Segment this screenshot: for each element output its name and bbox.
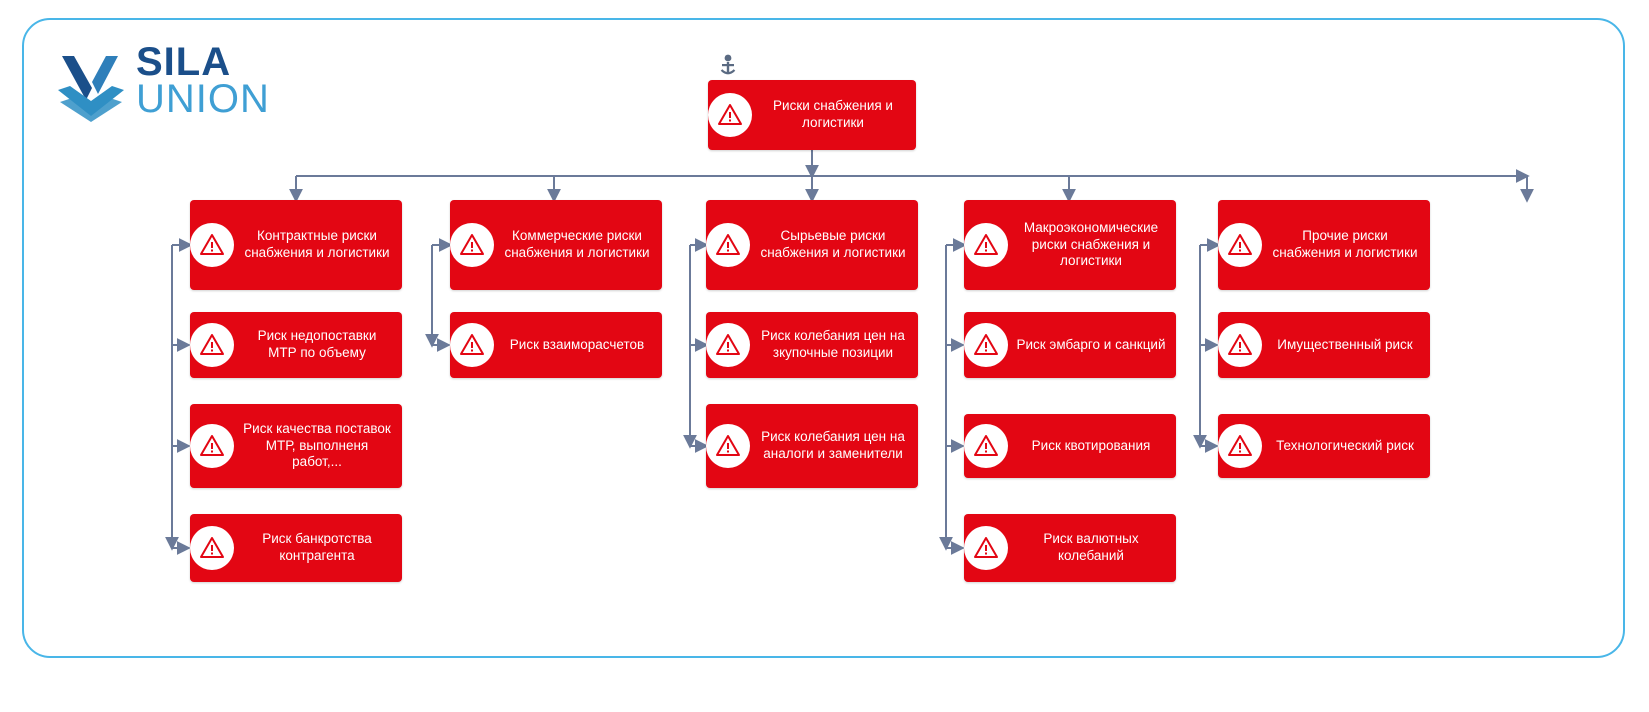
node-branch-3-child-2[interactable] <box>706 404 918 488</box>
warning-triangle-icon <box>1218 424 1262 468</box>
node-label: Риск недопоставки МТР по объему <box>257 328 377 360</box>
node-branch-4[interactable] <box>964 200 1176 290</box>
logo-text-line1: SILA <box>136 40 232 84</box>
node-branch-4-child-2[interactable] <box>964 414 1176 478</box>
warning-triangle-icon <box>450 323 494 367</box>
warning-triangle-icon <box>190 323 234 367</box>
node-label: Риск квотирования <box>1031 437 1151 453</box>
warning-triangle-icon <box>1218 223 1262 267</box>
node-branch-4-child-1[interactable] <box>964 312 1176 378</box>
node-label: Макроэкономические риски снабжения и логистики <box>1023 219 1159 269</box>
warning-triangle-icon <box>706 424 750 468</box>
node-label: Сырьевые риски снабжения и логистики <box>760 228 906 260</box>
node-label: Риск колебания цен на зкупочные позиции <box>761 328 905 360</box>
warning-triangle-icon <box>964 526 1008 570</box>
logo-text <box>136 40 270 121</box>
sila-trident-logo-icon <box>52 46 130 124</box>
node-label: Имущественный риск <box>1277 336 1413 352</box>
node-label: Прочие риски снабжения и логистики <box>1272 228 1418 260</box>
node-label: Риски снабжения и логистики <box>773 98 893 130</box>
node-label: Риск колебания цен на аналоги и заменители <box>761 429 905 461</box>
node-branch-5-child-1[interactable] <box>1218 312 1430 378</box>
node-branch-1[interactable] <box>190 200 402 290</box>
node-label: Риск эмбарго и санкций <box>1016 336 1166 352</box>
node-branch-5[interactable] <box>1218 200 1430 290</box>
node-label: Коммерческие риски снабжения и логистики <box>504 228 650 260</box>
logo-text-line2: UNION <box>136 76 270 121</box>
node-branch-1-child-3[interactable] <box>190 514 402 582</box>
node-branch-2-child-1[interactable] <box>450 312 662 378</box>
node-branch-5-child-2[interactable] <box>1218 414 1430 478</box>
warning-triangle-icon <box>190 223 234 267</box>
node-branch-1-child-1[interactable] <box>190 312 402 378</box>
warning-triangle-icon <box>964 323 1008 367</box>
logo <box>52 40 312 130</box>
node-label: Риск валютных колебаний <box>1043 531 1139 563</box>
node-root[interactable] <box>708 80 916 150</box>
warning-triangle-icon <box>190 424 234 468</box>
person-anchor-icon <box>718 54 738 76</box>
warning-triangle-icon <box>964 424 1008 468</box>
node-branch-3[interactable] <box>706 200 918 290</box>
node-label: Технологический риск <box>1276 437 1414 453</box>
node-label: Риск банкротства контрагента <box>262 531 372 563</box>
node-label: Риск качества поставок МТР, выполненя работ,... <box>243 420 391 470</box>
node-label: Риск взаиморасчетов <box>509 336 645 352</box>
warning-triangle-icon <box>450 223 494 267</box>
node-branch-2[interactable] <box>450 200 662 290</box>
node-label: Контрактные риски снабжения и логистики <box>244 228 390 260</box>
warning-triangle-icon <box>706 223 750 267</box>
warning-triangle-icon <box>706 323 750 367</box>
warning-triangle-icon <box>964 223 1008 267</box>
node-branch-4-child-3[interactable] <box>964 514 1176 582</box>
warning-triangle-icon <box>190 526 234 570</box>
warning-triangle-icon <box>1218 323 1262 367</box>
node-branch-1-child-2[interactable] <box>190 404 402 488</box>
warning-triangle-icon <box>708 93 752 137</box>
node-branch-3-child-1[interactable] <box>706 312 918 378</box>
